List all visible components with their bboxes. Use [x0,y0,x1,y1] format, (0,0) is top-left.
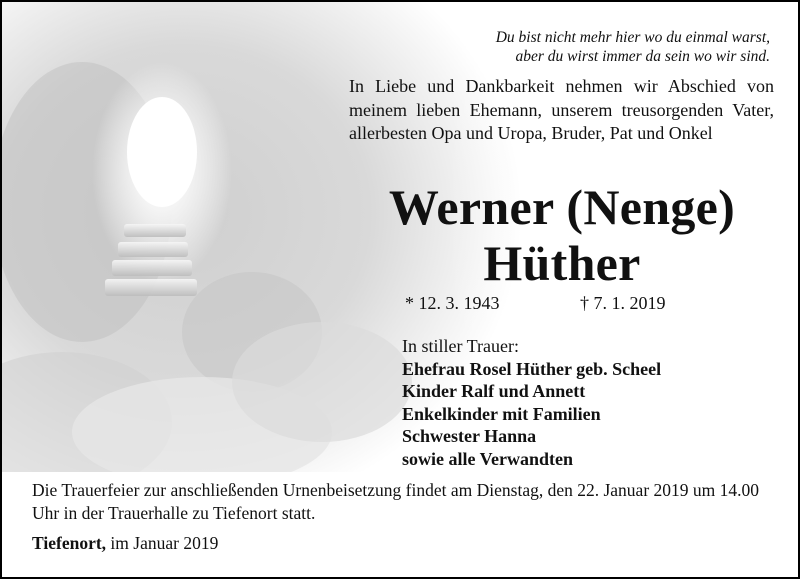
quote-line-2: aber du wirst immer da sein wo wir sind. [515,48,770,65]
mourners-block [402,335,661,470]
birth-date: * 12. 3. 1943 [405,293,500,313]
deceased-name-line-2: Hüther [483,235,641,291]
memorial-quote [370,28,770,66]
place-and-date [32,533,218,554]
mourner-item: Kinder Ralf und Annett [402,381,586,401]
mourner-item: Enkelkinder mit Familien [402,403,601,424]
funeral-service-info: Die Trauerfeier zur anschließenden Urnenbeisetzung findet am Dienstag, den 22. Januar 2019 um 14.00 Uhr in der Trauerhalle zu Tiefenort statt. [32,480,760,523]
mourner-item: sowie alle Verwandten [402,448,573,469]
quote-line-1: Du bist nicht mehr hier wo du einmal warst, [495,29,770,46]
place-date: im Januar 2019 [110,533,219,553]
farewell-intro: In Liebe und Dankbarkeit nehmen wir Abschied von meinem lieben Ehemann, unserem treusorgenden Vater, allerbesten Opa und Uropa, Bruder, Pat und Onkel [349,76,774,143]
mourner-item: Schwester Hanna [402,426,537,446]
death-date: † 7. 1. 2019 [580,293,666,313]
deceased-name-line-1: Werner (Nenge) [388,179,736,235]
place-town: Tiefenort, [32,533,107,553]
mourner-item: Ehefrau Rosel Hüther geb. Scheel [402,358,662,379]
mourners-heading: In stiller Trauer: [402,336,519,356]
